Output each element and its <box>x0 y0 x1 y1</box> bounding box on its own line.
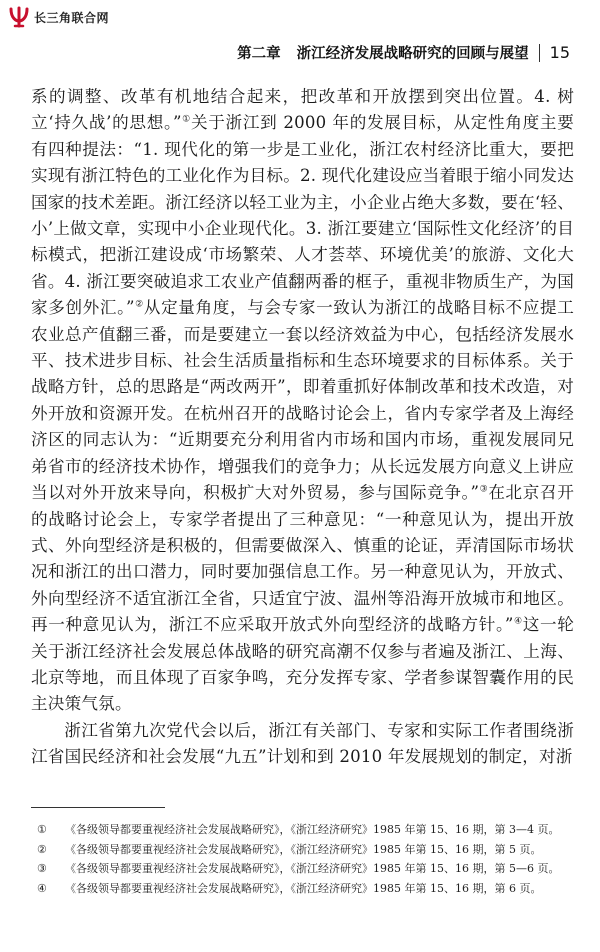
footnotes <box>31 822 576 900</box>
paragraph: 浙江省第九次党代会以后，浙江有关部门、专家和实际工作者围绕浙江省国民经济和社会发展“九五”计划和到 2010 年发展规划的制定，对浙 <box>31 720 574 767</box>
footnote-text: 《各级领导都要重视经济社会发展战略研究》，《浙江经济研究》1985 年第 15、16 期，第 3—4 页。 <box>65 823 560 836</box>
chapter-label: 第二章 <box>237 46 281 62</box>
logo-icon <box>8 6 30 28</box>
footnote-text: 《各级领导都要重视经济社会发展战略研究》，《浙江经济研究》1985 年第 15、16 期，第 6 页。 <box>65 881 542 895</box>
footnote-ref-1[interactable]: ① <box>181 114 191 125</box>
body-text-run: 这一轮关于浙江经济社会发展总体战略的研究高潮不仅参与者遍及浙江、上海、北京等地，而且体现了百家争鸣，充分发挥专家、学者参谋智囊作用的民主决策气氛。 <box>31 615 575 714</box>
paragraph <box>31 84 574 718</box>
footnote-ref-4[interactable]: ④ <box>513 616 523 627</box>
body-text-run: 关于浙江到 2000 年的发展目标，从定性角度主要有四种提法：“1. 现代化的第一步是工业化，浙江农村经济比重大，要把实现有浙江特色的工业化作为目标。2. 现代化建设应当着眼于缩小同发达国家的技术差距。浙江经济以轻工业为主，小企业占绝大多数，要在‘轻、小’上做文章，实现中小企业现代化。3. 浙江要建立‘国际性文化经济’的目标模式，把浙江建设成‘市场繁荣、人才荟萃、环境优美’的旅游、文化大省。4. 浙江要突破追求工农业产值翻两番的框子，重视非物质生产，为国家多创外汇。” <box>31 113 575 318</box>
body-text-run: 系的调整、改革有机地结合起来，把改革和开放摆到突出位置。4. 树立‘持久战’的思想。” <box>31 87 574 133</box>
footnote-ref-3[interactable]: ③ <box>479 484 489 495</box>
body-text-run: 在北京召开的战略讨论会上，专家学者提出了三种意见：“一种意见认为，提出开放式、外向型经济是积极的，但需要做深入、慎重的论证，弄清国际市场状况和浙江的出口潜力，同时要加强信息工作。另一种意见认为，开放式、外向型经济不适宜浙江全省，只适宜宁波、温州等沿海开放城市和地区。再一种意见认为，浙江不应采取开放式外向型经济的战略方针。” <box>31 483 574 635</box>
footnote-ref-2[interactable]: ② <box>134 299 144 310</box>
footnote <box>31 822 576 838</box>
footnote-divider <box>31 807 165 808</box>
footnote-mark: ① <box>37 823 47 836</box>
running-header <box>237 42 570 63</box>
footnote <box>31 842 576 858</box>
footnote-mark: ③ <box>37 862 47 875</box>
logo-text: 长三角联合网 <box>34 10 110 25</box>
header-divider <box>539 44 540 62</box>
footnote <box>31 861 576 877</box>
body-text-run: 从定量角度，与会专家一致认为浙江的战略目标不应提工农业总产值翻三番，而是要建立一套以经济效益为中心，包括经济发展水平、技术进步目标、社会生活质量指标和生态环境要求的目标体系。关于战略方针，总的思路是“两改两开”，即着重抓好体制改革和技术改造，对外开放和资源开发。在杭州召开的战略讨论会上，省内专家学者及上海经济区的同志认为：“近期要充分利用省内市场和国内市场，重视发展同兄弟省市的经济技术协作，增强我们的竞争力；从长远发展方向意义上讲应当以对外开放来导向，积极扩大对外贸易，参与国际竞争。” <box>31 298 574 503</box>
footnote-mark: ④ <box>37 881 47 895</box>
footnote-text: 《各级领导都要重视经济社会发展战略研究》，《浙江经济研究》1985 年第 15、16 期，第 5 页。 <box>65 842 542 856</box>
footnote <box>31 881 576 897</box>
footnote-mark: ② <box>37 842 47 856</box>
chapter-title: 浙江经济发展战略研究的回顾与展望 <box>296 46 529 62</box>
footnote-text: 《各级领导都要重视经济社会发展战略研究》，《浙江经济研究》1985 年第 15、16 期，第 5—6 页。 <box>65 862 560 875</box>
page-number: 15 <box>549 43 570 62</box>
site-logo <box>8 6 109 28</box>
body-text <box>31 84 574 771</box>
